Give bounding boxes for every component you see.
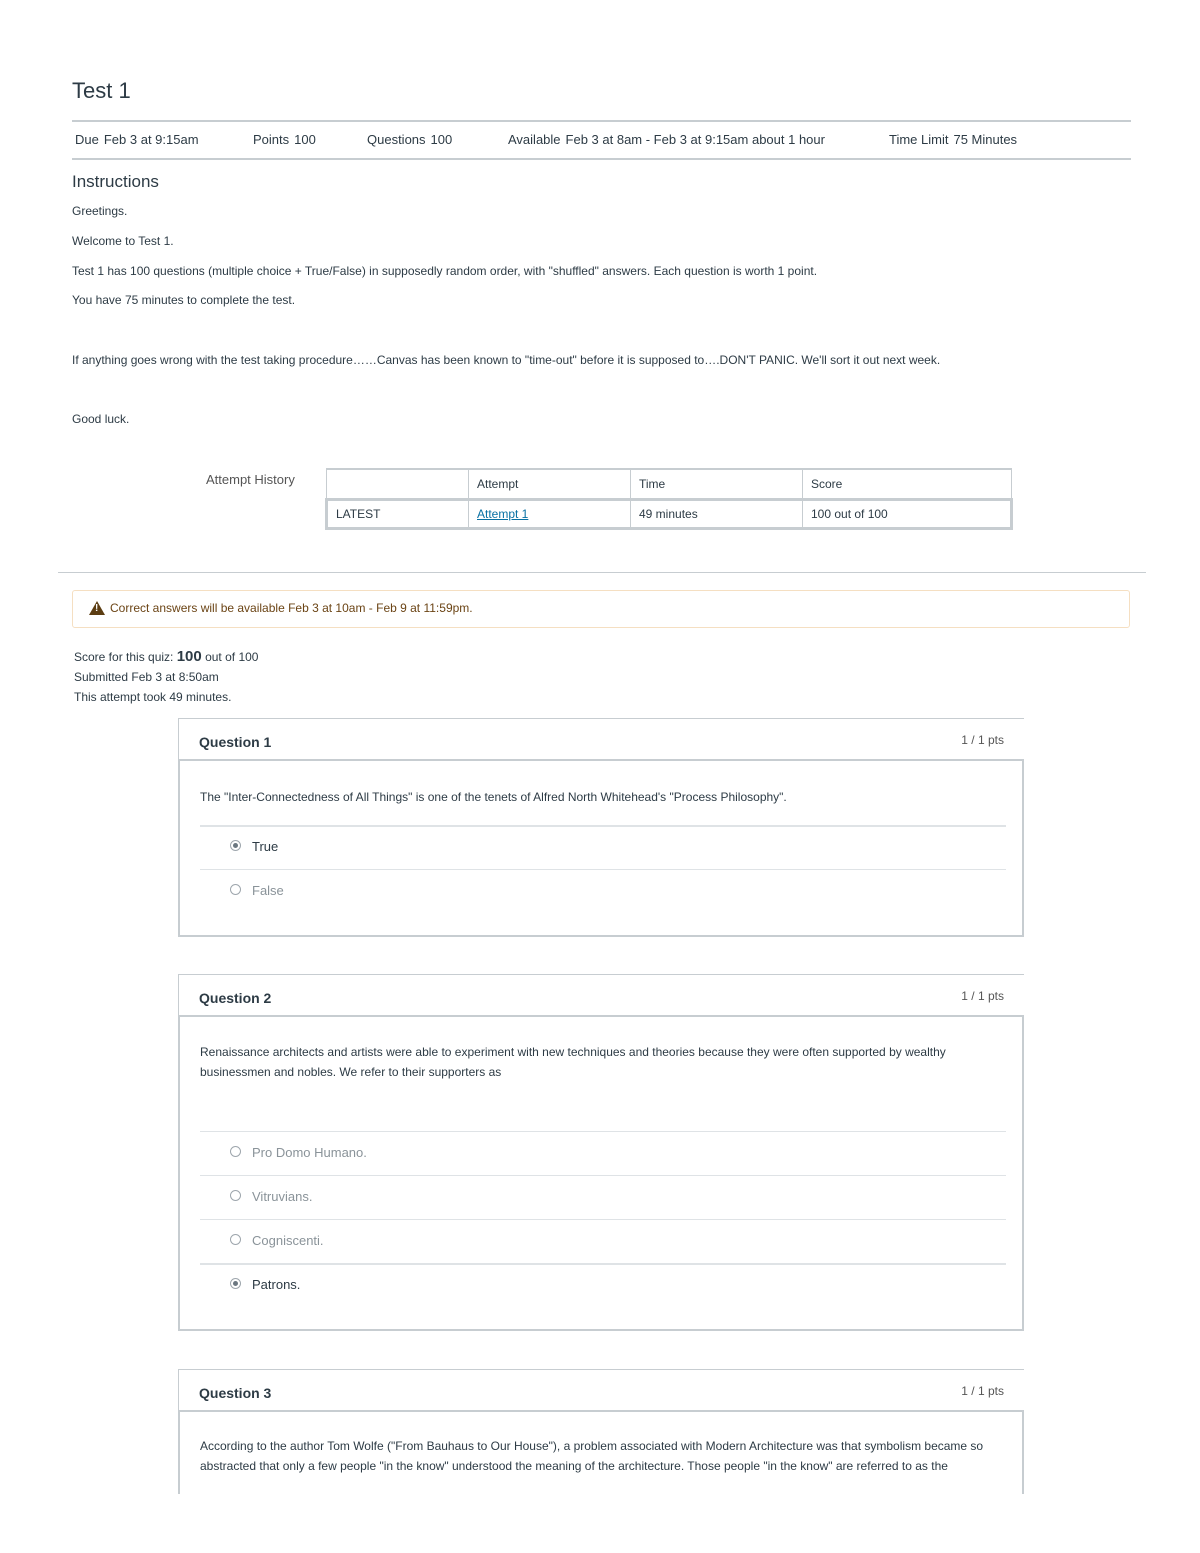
- attempt-time: 49 minutes: [631, 500, 803, 529]
- attempt-history-table: [325, 468, 1013, 530]
- meta-available: Available Feb 3 at 8am - Feb 3 at 9:15am about 1 hour: [508, 132, 825, 147]
- meta-due: Due Feb 3 at 9:15am: [75, 132, 199, 147]
- question-points: 1 / 1 pts: [961, 1384, 1004, 1398]
- question-points: 1 / 1 pts: [961, 733, 1004, 747]
- latest-tag: LATEST: [327, 500, 469, 529]
- instruction-line: Welcome to Test 1.: [72, 234, 174, 248]
- attempt-duration: This attempt took 49 minutes.: [74, 690, 232, 704]
- answer-label: False: [252, 883, 284, 898]
- question-text: Renaissance architects and artists were able to experiment with new techniques and theories because they were often supported by wealthy businessmen and nobles. We refer to their supporters as: [200, 1045, 946, 1079]
- column-header: Attempt: [469, 469, 631, 500]
- table-row: [327, 500, 1012, 529]
- answer-option[interactable]: [200, 1263, 1006, 1307]
- question-card: [178, 718, 1024, 937]
- quiz-score: Score for this quiz: 100 out of 100: [74, 648, 259, 665]
- radio-selected-icon[interactable]: [230, 1278, 241, 1289]
- radio-unselected-icon[interactable]: [230, 1190, 241, 1201]
- answer-option[interactable]: [200, 1175, 1006, 1219]
- answer-option[interactable]: [200, 869, 1006, 913]
- column-header: Time: [631, 469, 803, 500]
- attempt-1-link[interactable]: Attempt 1: [477, 507, 529, 521]
- answer-option[interactable]: [200, 825, 1006, 869]
- attempt-history-label: Attempt History: [206, 472, 295, 487]
- answer-label: Pro Domo Humano.: [252, 1145, 367, 1160]
- question-header: [178, 718, 1024, 759]
- question-header: [178, 1369, 1024, 1410]
- table-header-row: [327, 469, 1012, 500]
- column-header: [327, 469, 469, 500]
- question-title: Question 3: [199, 1385, 272, 1401]
- radio-unselected-icon[interactable]: [230, 1146, 241, 1157]
- question-card: [178, 1369, 1024, 1494]
- answer-label: Cogniscenti.: [252, 1233, 324, 1248]
- attempt-cell: [469, 500, 631, 529]
- question-title: Question 2: [199, 990, 272, 1006]
- instruction-line: If anything goes wrong with the test taking procedure……Canvas has been known to "time-out" before it is supposed to….DON'T PANIC. We'll sort it out next week.: [72, 353, 941, 367]
- radio-unselected-icon[interactable]: [230, 1234, 241, 1245]
- radio-unselected-icon[interactable]: [230, 884, 241, 895]
- column-header: Score: [803, 469, 1012, 500]
- question-header: [178, 974, 1024, 1015]
- submitted-time: Submitted Feb 3 at 8:50am: [74, 670, 219, 684]
- answer-label: Vitruvians.: [252, 1189, 313, 1204]
- instructions-heading: Instructions: [72, 172, 159, 191]
- meta-questions: Questions 100: [367, 132, 453, 147]
- instruction-line: Test 1 has 100 questions (multiple choice + True/False) in supposedly random order, with "shuffled" answers. Each question is worth 1 point.: [72, 264, 818, 278]
- alert-text: Correct answers will be available Feb 3 at 10am - Feb 9 at 11:59pm.: [110, 601, 473, 615]
- question-body: [178, 1015, 1024, 1331]
- question-text: According to the author Tom Wolfe ("From Bauhaus to Our House"), a problem associated with Modern Architecture was that symbolism became so abstracted that only a few people "in the know" understood the meaning of the architecture. Those people "in the know" are referred to as the: [200, 1439, 984, 1473]
- instruction-line: Good luck.: [72, 412, 130, 426]
- instruction-line: Greetings.: [72, 204, 128, 218]
- meta-time-limit: Time Limit 75 Minutes: [889, 132, 1018, 147]
- instruction-line: You have 75 minutes to complete the test.: [72, 293, 296, 307]
- question-points: 1 / 1 pts: [961, 989, 1004, 1003]
- answer-label: True: [252, 839, 279, 854]
- radio-selected-icon[interactable]: [230, 840, 241, 851]
- question-text: The "Inter-Connectedness of All Things" is one of the tenets of Alfred North Whitehead's "Process Philosophy".: [200, 790, 787, 804]
- meta-points: Points 100: [253, 132, 316, 147]
- answer-option[interactable]: [200, 1131, 1006, 1175]
- page-title: Test 1: [72, 78, 131, 103]
- section-divider: [58, 572, 1146, 573]
- question-card: [178, 974, 1024, 1331]
- correct-answers-alert: [72, 590, 1130, 628]
- question-title: Question 1: [199, 734, 272, 750]
- warning-icon: [89, 601, 105, 615]
- question-body: [178, 759, 1024, 937]
- attempt-score: 100 out of 100: [803, 500, 1012, 529]
- answer-option[interactable]: [200, 1219, 1006, 1263]
- quiz-meta-bar: [72, 120, 1131, 160]
- answer-label: Patrons.: [252, 1277, 301, 1292]
- question-body: [178, 1410, 1024, 1494]
